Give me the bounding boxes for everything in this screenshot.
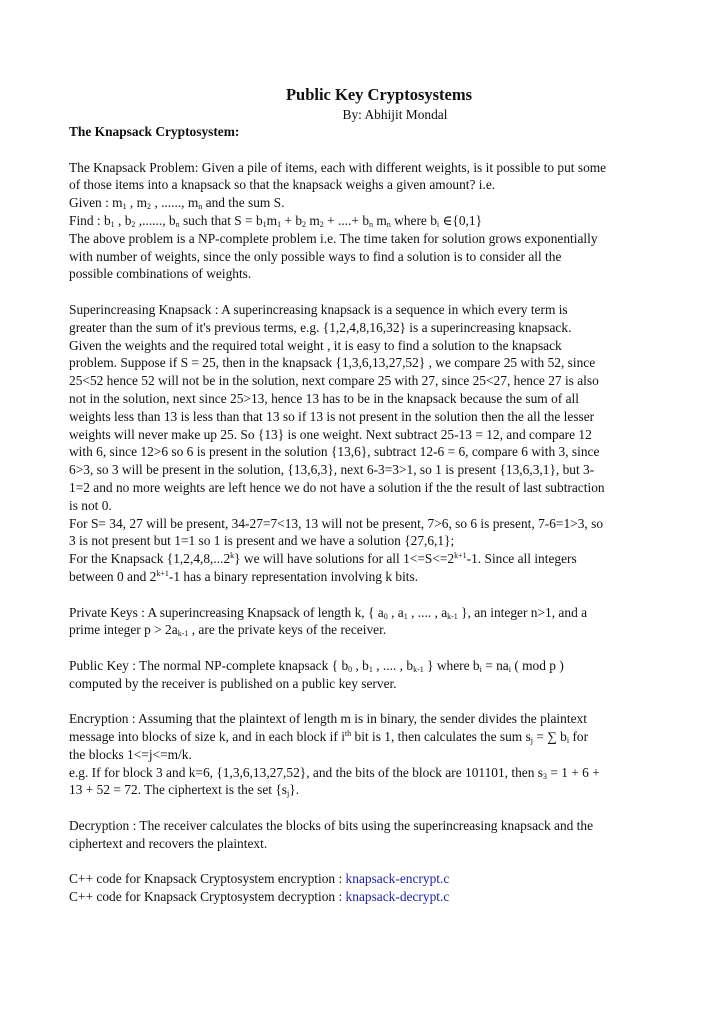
section-heading: The Knapsack Cryptosystem: <box>69 124 240 139</box>
text-line: of those items into a knapsack so that the knapsack weighs a given amount? i.e. <box>69 177 496 193</box>
code-links-paragraph <box>69 870 669 906</box>
text-line: with number of weights, since the only possible ways to find a solution is to consider all the <box>69 248 562 264</box>
decrypt-code-link[interactable]: knapsack-decrypt.c <box>345 889 450 905</box>
text-line: ciphertext and recovers the plaintext. <box>69 835 268 851</box>
document-page <box>69 85 669 924</box>
text-line: possible combinations of weights. <box>69 266 252 282</box>
text-line: is not 0. <box>69 497 112 513</box>
text-line: Private Keys : A superincreasing Knapsack of length k, { $a_0$ , $a_1$ , .... , $a_{k-1}$ }, an integer n>1, and a <box>69 604 588 621</box>
decrypt-code-line <box>69 888 669 906</box>
text-line: message into blocks of size k, and in each block if $i^{th}$ bit is 1, then calculates the sum $s_j$ = ∑ $b_i$ for <box>69 729 589 746</box>
encrypt-code-label: C++ code for Knapsack Cryptosystem encryption : <box>69 871 346 887</box>
encrypt-code-link[interactable]: knapsack-encrypt.c <box>345 871 450 887</box>
text-line: Superincreasing Knapsack : A superincreasing knapsack is a sequence in which every term is <box>69 301 568 317</box>
text-line: the blocks 1<=j<=m/k. <box>69 746 192 762</box>
text-line: Given the weights and the required total weight , it is easy to find a solution to the knapsack <box>69 337 562 353</box>
text-line: For S= 34, 27 will be present, 34-27=7<13, 13 will not be present, 7>6, so 6 is present, 7-6=1>3, so <box>69 515 604 531</box>
text-line: not in the solution, next since 25>13, hence 13 has to be in the knapsack because the sum of all <box>69 390 579 406</box>
text-line: 6>3, so 3 will be present in the solution, {13,6,3}, next 6-3=3>1, so 1 is present {13,6,3,1}, but 3- <box>69 462 595 478</box>
text-line: 1=2 and no more weights are left hence we do not have a solution if the the result of last subtraction <box>69 479 605 495</box>
text-line: Public Key : The normal NP-complete knapsack { $b_0$ , $b_1$ , .... , $b_{k-1}$ } where $b_i = na_i$ ( mod p ) <box>69 657 564 674</box>
text-line: between 0 and $2^{k+1}-1$ has a binary representation involving k bits. <box>69 568 419 584</box>
text-line: weights less than 13 is less than that 13 so if 13 is not present in the solution then the all the lesser <box>69 408 595 424</box>
text-line: The above problem is a NP-complete problem i.e. The time taken for solution grows exponentially <box>69 230 598 246</box>
text-line: e.g. If for block 3 and k=6, {1,3,6,13,27,52}, and the bits of the block are 101101, then $s_3 = 1 + 6$ + <box>69 764 600 781</box>
document-title: Public Key Cryptosystems <box>285 85 473 104</box>
text-line: Decryption : The receiver calculates the blocks of bits using the superincreasing knapsack and the <box>69 818 594 834</box>
text-line: The Knapsack Problem: Given a pile of items, each with different weights, is it possible to put some <box>69 159 607 175</box>
find-line: Find : $b_1$ , $b_2$ ,......, $b_n$ such that $S = b_1m_1 + b_2$ $m_2$ + ....+ $b_n$ $m_n$ where $b_i$ ∈{0,1} <box>69 212 482 229</box>
text-line: weights will never make up 25. So {13} is one weight. Next subtract 25-13 = 12, and compare 12 <box>69 426 592 442</box>
text-line: 25<52 hence 52 will not be in the solution, next compare 25 with 27, since 25<27, hence 27 is also <box>69 373 599 389</box>
decryption-paragraph <box>69 817 669 853</box>
decrypt-code-label: C++ code for Knapsack Cryptosystem decryption : <box>69 889 346 905</box>
text-line: greater than the sum of it's previous terms, e.g. {1,2,4,8,16,32} is a superincreasing knapsack. <box>69 319 572 335</box>
text-line: problem. Suppose if S = 25, then in the knapsack {1,3,6,13,27,52} , we compare 25 with 52, since <box>69 355 596 371</box>
text-line: 13 + 52 = 72. The ciphertext is the set $\{s_j\}$. <box>69 782 300 799</box>
encrypt-code-line <box>69 870 669 888</box>
text-line: computed by the receiver is published on a public key server. <box>69 675 397 691</box>
given-line: Given : $m_1$ , $m_2$ , ......, $m_n$ and the sum S. <box>69 195 285 212</box>
text-line: Encryption : Assuming that the plaintext of length m is in binary, the sender divides the plaintext <box>69 711 587 727</box>
text-line: For the Knapsack {1,2,4,8,...2$^k$} we will have solutions for all $1<=S<=2^{k+1}-1$. Since all integers <box>69 551 577 567</box>
text-line: 3 is not present but 1=1 so 1 is present and we have a solution {27,6,1}; <box>69 533 455 549</box>
knapsack-problem-paragraph <box>69 159 669 284</box>
text-line: with 6, since 12>6 so 6 is present in the solution {13,6}, subtract 12-6 = 6, compare 6 with 3, since <box>69 444 600 460</box>
superincreasing-paragraph <box>69 301 669 586</box>
private-keys-paragraph <box>69 604 669 640</box>
public-key-paragraph <box>69 657 669 693</box>
encryption-paragraph <box>69 710 669 799</box>
text-line: prime integer $p > 2a_{k-1}$ , are the private keys of the receiver. <box>69 622 387 639</box>
author-line: By: Abhijit Mondal <box>342 107 448 122</box>
